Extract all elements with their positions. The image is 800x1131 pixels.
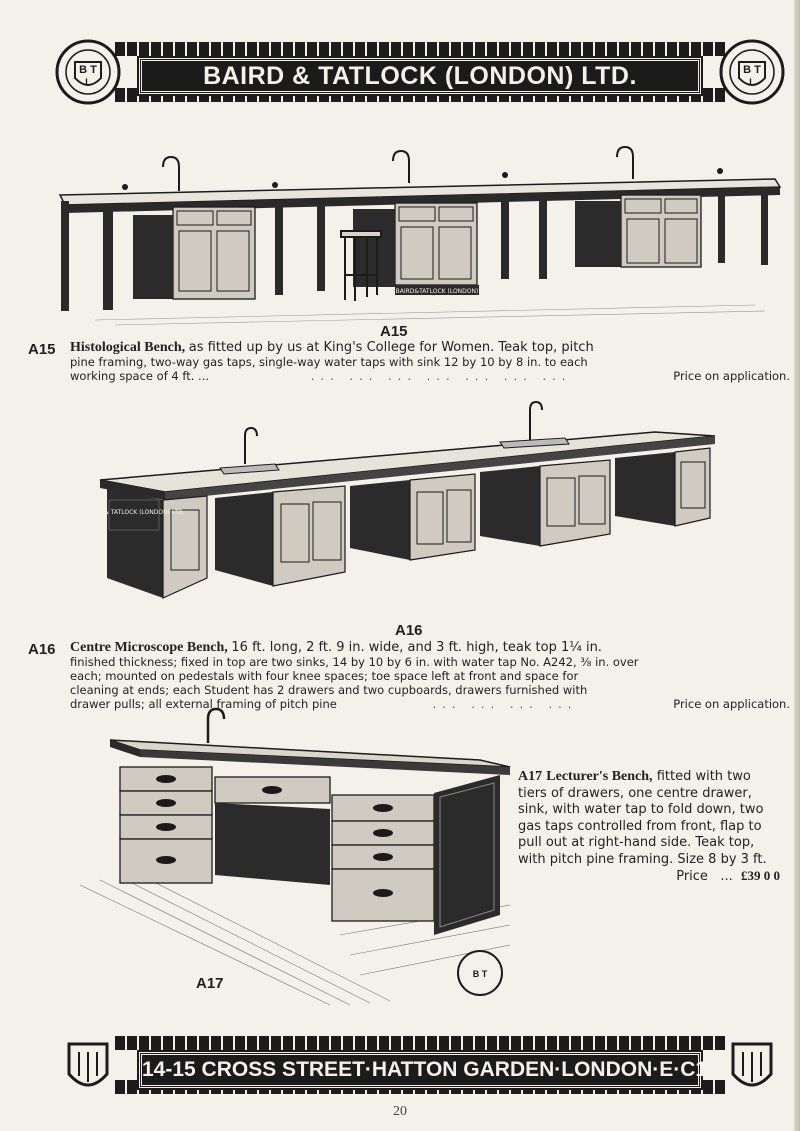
a16-description (70, 640, 790, 711)
a17-lecturers-bench-illustration (80, 705, 520, 1010)
a15-description (70, 340, 790, 383)
banner-band-top (115, 42, 725, 56)
a16-line-4: cleaning at ends; each Student has 2 drawers and two cupboards, drawers furnished with (70, 683, 588, 697)
page-number: 20 (393, 1104, 407, 1119)
a16-name-plate: BAIRD & TATLOCK (LONDON) LTD. (83, 509, 185, 516)
a16-illustration-label: A16 (395, 622, 423, 639)
a17-description-text: fitted with two tiers of drawers, one centre drawer, sink, with water tap to fold down, two gas taps controlled from front, flap to pull out at right-hand side. Teak top, with pitch pine framing. Size 8 by 3 ft. (518, 769, 767, 867)
a16-dots: ... ... ... ... (432, 697, 578, 711)
header-bar (139, 58, 701, 94)
header-banner (55, 36, 785, 108)
a15-item-code: A15 (28, 341, 56, 358)
a15-name-plate: BAIRD&TATLOCK (LONDON) (395, 288, 479, 295)
a15-histological-bench-illustration (55, 135, 780, 330)
svg-text:B T: B T (79, 64, 97, 76)
a15-line-3: working space of 4 ft. ... (70, 369, 210, 383)
a16-line-2: finished thickness; fixed in top are two sinks, 14 by 10 by 6 in. with water tap No. A242, ⅜ in. over (70, 655, 639, 669)
a17-description (518, 769, 780, 886)
a15-illustration-label: A15 (380, 323, 408, 340)
a15-line-2: pine framing, two-way gas taps, single-way water taps with sink 12 by 10 by 8 in. to each (70, 355, 588, 369)
a15-price-row (70, 369, 790, 383)
a15-price: Price on application. (673, 369, 790, 383)
svg-text:L: L (85, 77, 91, 87)
company-name: BAIRD & TATLOCK (LONDON) LTD. (203, 62, 637, 90)
trademark-seal-left-icon (55, 36, 121, 108)
a17-item-code: A17 (518, 769, 543, 784)
a17-price: £39 0 0 (741, 868, 780, 883)
a16-centre-microscope-bench-illustration (83, 400, 725, 600)
a15-dots: ... ... ... ... ... ... ... (310, 369, 572, 383)
a16-line-1: 16 ft. long, 2 ft. 9 in. wide, and 3 ft. high, teak top 1¼ in. (231, 640, 602, 655)
a17-title: Lecturer's Bench, (546, 769, 653, 784)
a15-title: Histological Bench, (70, 340, 186, 355)
a16-price: Price on application. (673, 697, 790, 711)
svg-text:B T: B T (743, 64, 761, 76)
footer-banner (55, 1030, 785, 1100)
a16-title: Centre Microscope Bench, (70, 640, 228, 655)
shield-ornament-right-icon (719, 1030, 785, 1102)
svg-text:L: L (749, 77, 755, 87)
footer-band-top (115, 1036, 725, 1050)
a17-price-row (518, 868, 780, 886)
a15-line-1: as fitted up by us at King's College for Women. Teak top, pitch (188, 340, 594, 355)
shield-ornament-left-icon (55, 1030, 121, 1102)
page-edge (794, 0, 800, 1131)
a16-line-5: drawer pulls; all external framing of pitch pine (70, 697, 337, 711)
footer-bar (139, 1052, 708, 1088)
trademark-seal-right-icon (719, 36, 785, 108)
a16-item-code: A16 (28, 641, 56, 658)
a17-price-label: Price (676, 869, 708, 884)
company-address: 14-15 CROSS STREET·HATTON GARDEN·LONDON·E·C1 (142, 1058, 708, 1081)
a17-dots: ... (720, 869, 733, 884)
svg-text:B T: B T (472, 969, 488, 979)
a16-line-3: each; mounted on pedestals with four knee spaces; toe space left at front and space for (70, 669, 579, 683)
a17-illustration-label: A17 (196, 975, 224, 992)
